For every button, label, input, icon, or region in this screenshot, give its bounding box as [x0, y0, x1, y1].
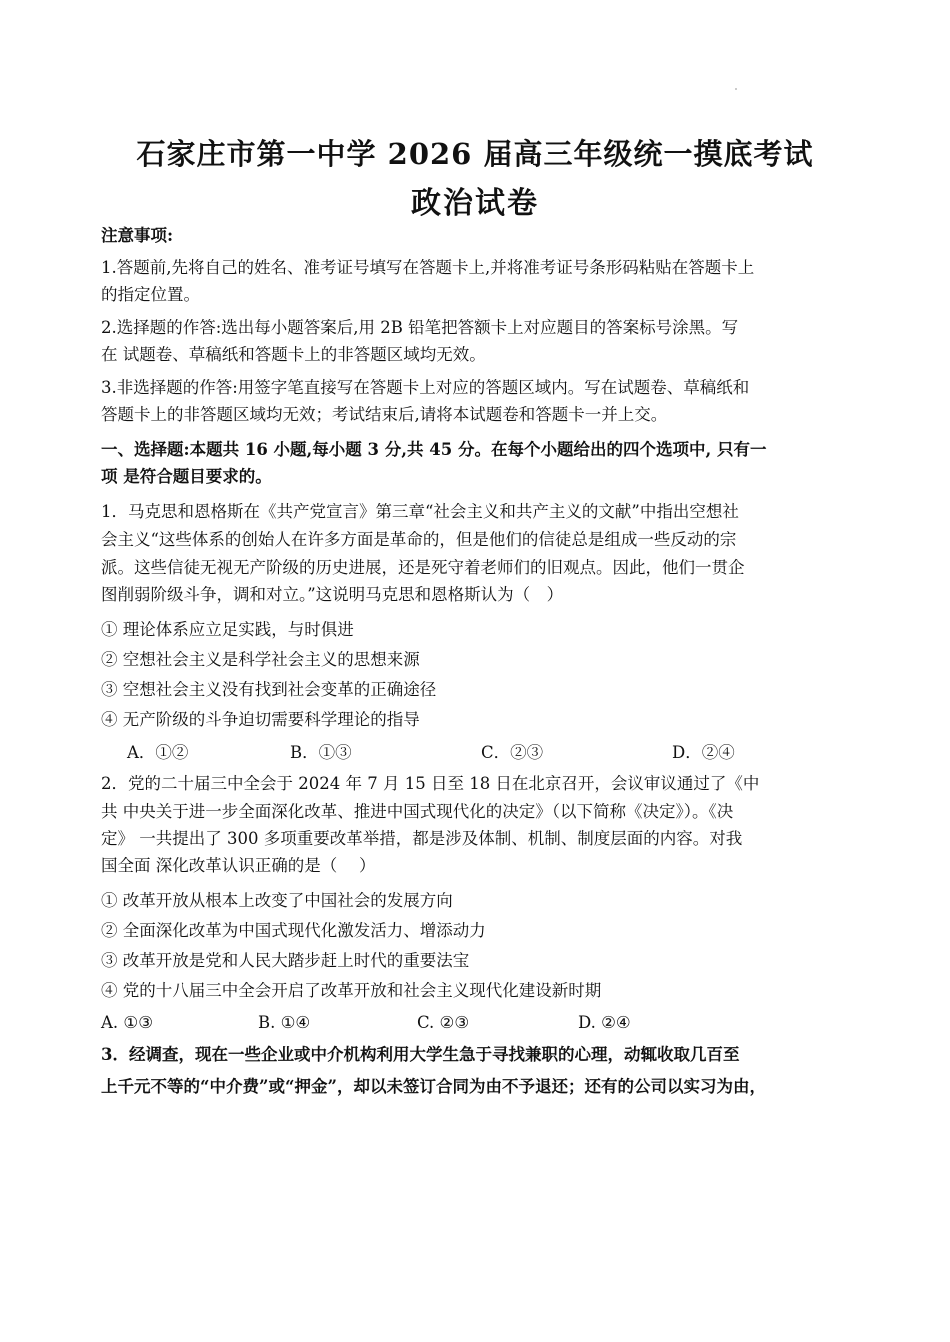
scan-dot	[735, 88, 737, 90]
notice-item-2-line-1: 2.选择题的作答:选出每小题答案后,用 2B 铅笔把答额卡上对应题目的答案标号涂黑。写	[101, 318, 739, 337]
q2-statement-4: ④ 党的十八届三中全会开启了改革开放和社会主义现代化建设新时期	[101, 981, 602, 1000]
q1-statement-1: ① 理论体系应立足实践，与时俱进	[101, 620, 354, 639]
section-heading-line-1: 一、选择题:本题共 16 小题,每小题 3 分,共 45 分。在每个小题给出的四个选项中, 只有一	[101, 440, 767, 459]
section-heading-line-2: 项 是符合题目要求的。	[101, 467, 272, 486]
notice-item-1-line-1: 1.答题前,先将自己的姓名、准考证号填写在答题卡上,并将准考证号条形码粘贴在答题卡上	[101, 258, 755, 277]
q1-stem-line-1: 1．马克思和恩格斯在《共产党宣言》第三章“社会主义和共产主义的文献”中指出空想社	[101, 502, 739, 521]
notice-item-1-line-2: 的指定位置。	[101, 285, 200, 304]
q3-stem-line-2: 上千元不等的“中介费”或“押金”，却以未签订合同为由不予退还；还有的公司以实习为由，	[101, 1077, 766, 1096]
notice-heading: 注意事项:	[101, 226, 174, 245]
q2-option-a: A. ①③	[101, 1013, 153, 1032]
notice-item-3-line-2: 答题卡上的非答题区域均无效；考试结束后,请将本试题卷和答题卡一并上交。	[101, 405, 668, 424]
q2-statement-1: ① 改革开放从根本上改变了中国社会的发展方向	[101, 891, 453, 910]
q2-stem-line-1: 2．党的二十届三中全会于 2024 年 7 月 15 日至 18 日在北京召开，会议审议通过了《中	[101, 774, 760, 793]
q2-option-d: D. ②④	[578, 1013, 631, 1032]
q1-statement-2: ② 空想社会主义是科学社会主义的思想来源	[101, 650, 420, 669]
q2-statement-2: ② 全面深化改革为中国式现代化激发活力、增添动力	[101, 921, 486, 940]
q2-option-b: B. ①④	[258, 1013, 311, 1032]
q1-statement-4: ④ 无产阶级的斗争迫切需要科学理论的指导	[101, 710, 420, 729]
q1-statement-3: ③ 空想社会主义没有找到社会变革的正确途径	[101, 680, 437, 699]
notice-item-3-line-1: 3.非选择题的作答:用签字笔直接写在答题卡上对应的答题区域内。写在试题卷、草稿纸和	[101, 378, 750, 397]
q1-option-a: A．①②	[127, 743, 189, 762]
q2-stem-line-3: 定》 一共提出了 300 多项重要改革举措，都是涉及体制、机制、制度层面的内容。对我	[101, 829, 743, 848]
q1-stem-line-3: 派。这些信徒无视无产阶级的历史进展，还是死守着老师们的旧观点。因此，他们一贯企	[101, 558, 745, 577]
notice-item-2-line-2: 在 试题卷、草稿纸和答题卡上的非答题区域均无效。	[101, 345, 486, 364]
q1-option-d: D．②④	[672, 743, 735, 762]
exam-title: 石家庄市第一中学 2026 届高三年级统一摸底考试	[136, 137, 814, 171]
subject-title: 政治试卷	[411, 186, 539, 221]
q1-option-b: B．①③	[290, 743, 352, 762]
q2-stem-line-2: 共 中央关于进一步全面深化改革、推进中国式现代化的决定》（以下简称《决定》）。《决	[101, 802, 734, 821]
q2-option-c: C. ②③	[417, 1013, 470, 1032]
q3-stem-line-1: 3．经调查，现在一些企业或中介机构利用大学生急于寻找兼职的心理，动辄收取几百至	[101, 1045, 740, 1064]
q2-stem-line-4: 国全面 深化改革认识正确的是（ ）	[101, 856, 376, 875]
q2-statement-3: ③ 改革开放是党和人民大踏步赶上时代的重要法宝	[101, 951, 470, 970]
q1-stem-line-2: 会主义“这些体系的创始人在许多方面是革命的，但是他们的信徒总是组成一些反动的宗	[101, 530, 737, 549]
q1-option-c: C．②③	[481, 743, 544, 762]
q1-stem-line-4: 图削弱阶级斗争，调和对立。”这说明马克思和恩格斯认为（ ）	[101, 585, 564, 604]
